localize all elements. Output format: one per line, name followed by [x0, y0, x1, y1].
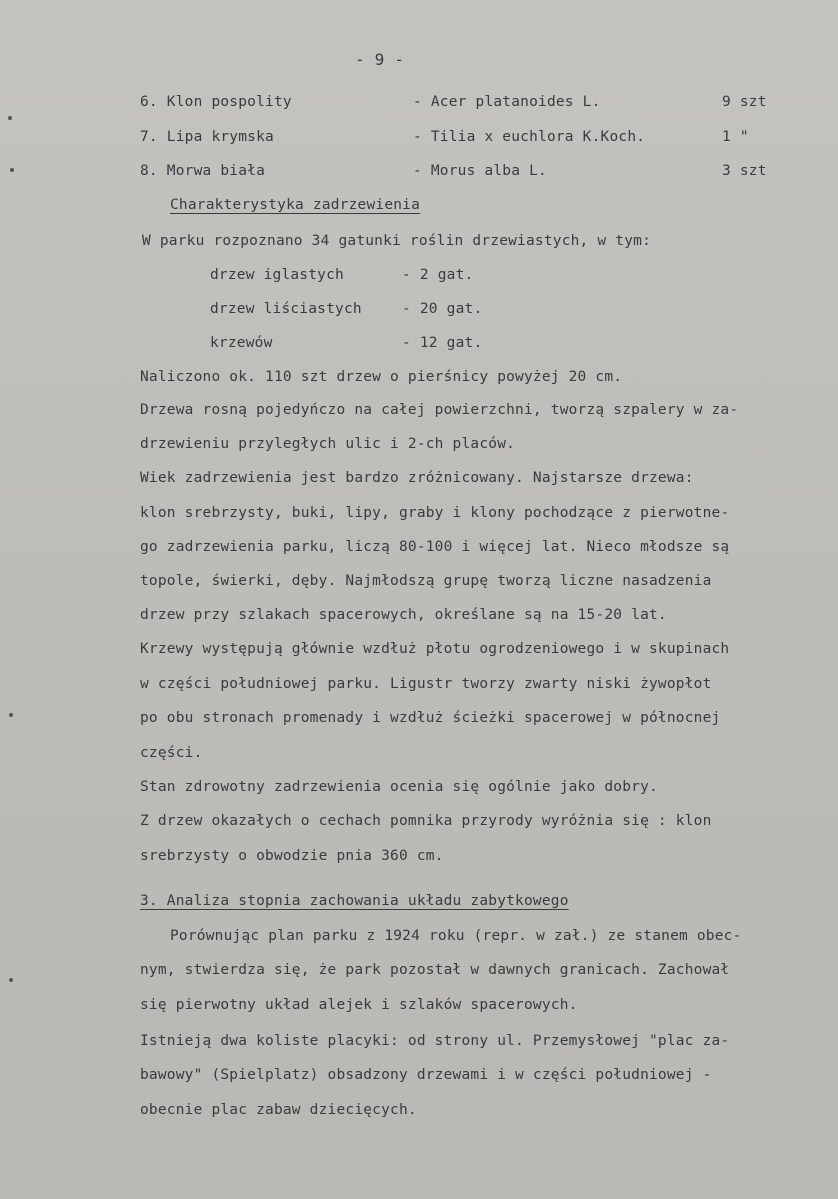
species-latin: - Tilia x euchlora K.Koch. [413, 129, 646, 145]
punch-mark [9, 713, 13, 717]
breakdown-value: - 2 gat. [402, 267, 474, 283]
body-line: srebrzysty o obwodzie pnia 360 cm. [140, 848, 444, 864]
breakdown-label: drzew liściastych [210, 301, 362, 317]
body-line: po obu stronach promenady i wzdłuż ścieżki spacerowej w północnej [140, 710, 721, 726]
body-line: go zadrzewienia parku, liczą 80-100 i więcej lat. Nieco młodsze są [140, 539, 730, 555]
body-line: obecnie plac zabaw dziecięcych. [140, 1102, 417, 1118]
body-line: Stan zdrowotny zadrzewienia ocenia się ogólnie jako dobry. [140, 779, 658, 795]
body-line: Krzewy występują głównie wzdłuż płotu ogrodzeniowego i w skupinach [140, 641, 730, 657]
section3-title: 3. Analiza stopnia zachowania układu zabytkowego [140, 893, 569, 909]
body-line: topole, świerki, dęby. Najmłodszą grupę tworzą liczne nasadzenia [140, 573, 712, 589]
breakdown-value: - 20 gat. [402, 301, 483, 317]
body-line: w części południowej parku. Ligustr tworzy zwarty niski żywopłot [140, 676, 712, 692]
punch-mark [10, 168, 14, 172]
body-line: klon srebrzysty, buki, lipy, graby i klony pochodzące z pierwotne- [140, 505, 730, 521]
species-latin: - Acer platanoides L. [413, 94, 601, 110]
species-count: 9 szt [722, 94, 767, 110]
species-latin: - Morus alba L. [413, 163, 547, 179]
page-number: - 9 - [355, 50, 405, 69]
body-line: Wiek zadrzewienia jest bardzo zróżnicowany. Najstarsze drzewa: [140, 470, 694, 486]
punch-mark [8, 116, 12, 120]
body-line: Porównując plan parku z 1924 roku (repr. w zał.) ze stanem obec- [170, 928, 742, 944]
body-line: drzew przy szlakach spacerowych, określane są na 15-20 lat. [140, 607, 667, 623]
species-name: 6. Klon pospolity [140, 94, 292, 110]
body-line: drzewieniu przyległych ulic i 2-ch placów. [140, 436, 516, 452]
species-name: 7. Lipa krymska [140, 129, 274, 145]
species-count: 1 " [722, 129, 749, 145]
body-line: się pierwotny układ alejek i szlaków spacerowych. [140, 997, 578, 1013]
species-name: 8. Morwa biała [140, 163, 266, 179]
section-title: Charakterystyka zadrzewienia [170, 197, 421, 213]
body-line: Drzewa rosną pojedyńczo na całej powierzchni, tworzą szpalery w za- [140, 402, 739, 418]
breakdown-value: - 12 gat. [402, 335, 483, 351]
body-line: Z drzew okazałych o cechach pomnika przyrody wyróżnia się : klon [140, 813, 712, 829]
breakdown-label: krzewów [210, 335, 273, 351]
species-count: 3 szt [722, 163, 767, 179]
punch-mark [9, 978, 13, 982]
intro-line: W parku rozpoznano 34 gatunki roślin drzewiastych, w tym: [142, 233, 651, 249]
breakdown-label: drzew iglastych [210, 267, 344, 283]
body-line: części. [140, 745, 203, 761]
body-line: Istnieją dwa koliste placyki: od strony ul. Przemysłowej "plac za- [140, 1033, 730, 1049]
body-line: bawowy" (Spielplatz) obsadzony drzewami i w części południowej - [140, 1067, 712, 1083]
body-line: nym, stwierdza się, że park pozostał w dawnych granicach. Zachował [140, 962, 730, 978]
body-line: Naliczono ok. 110 szt drzew o pierśnicy powyżej 20 cm. [140, 369, 623, 385]
